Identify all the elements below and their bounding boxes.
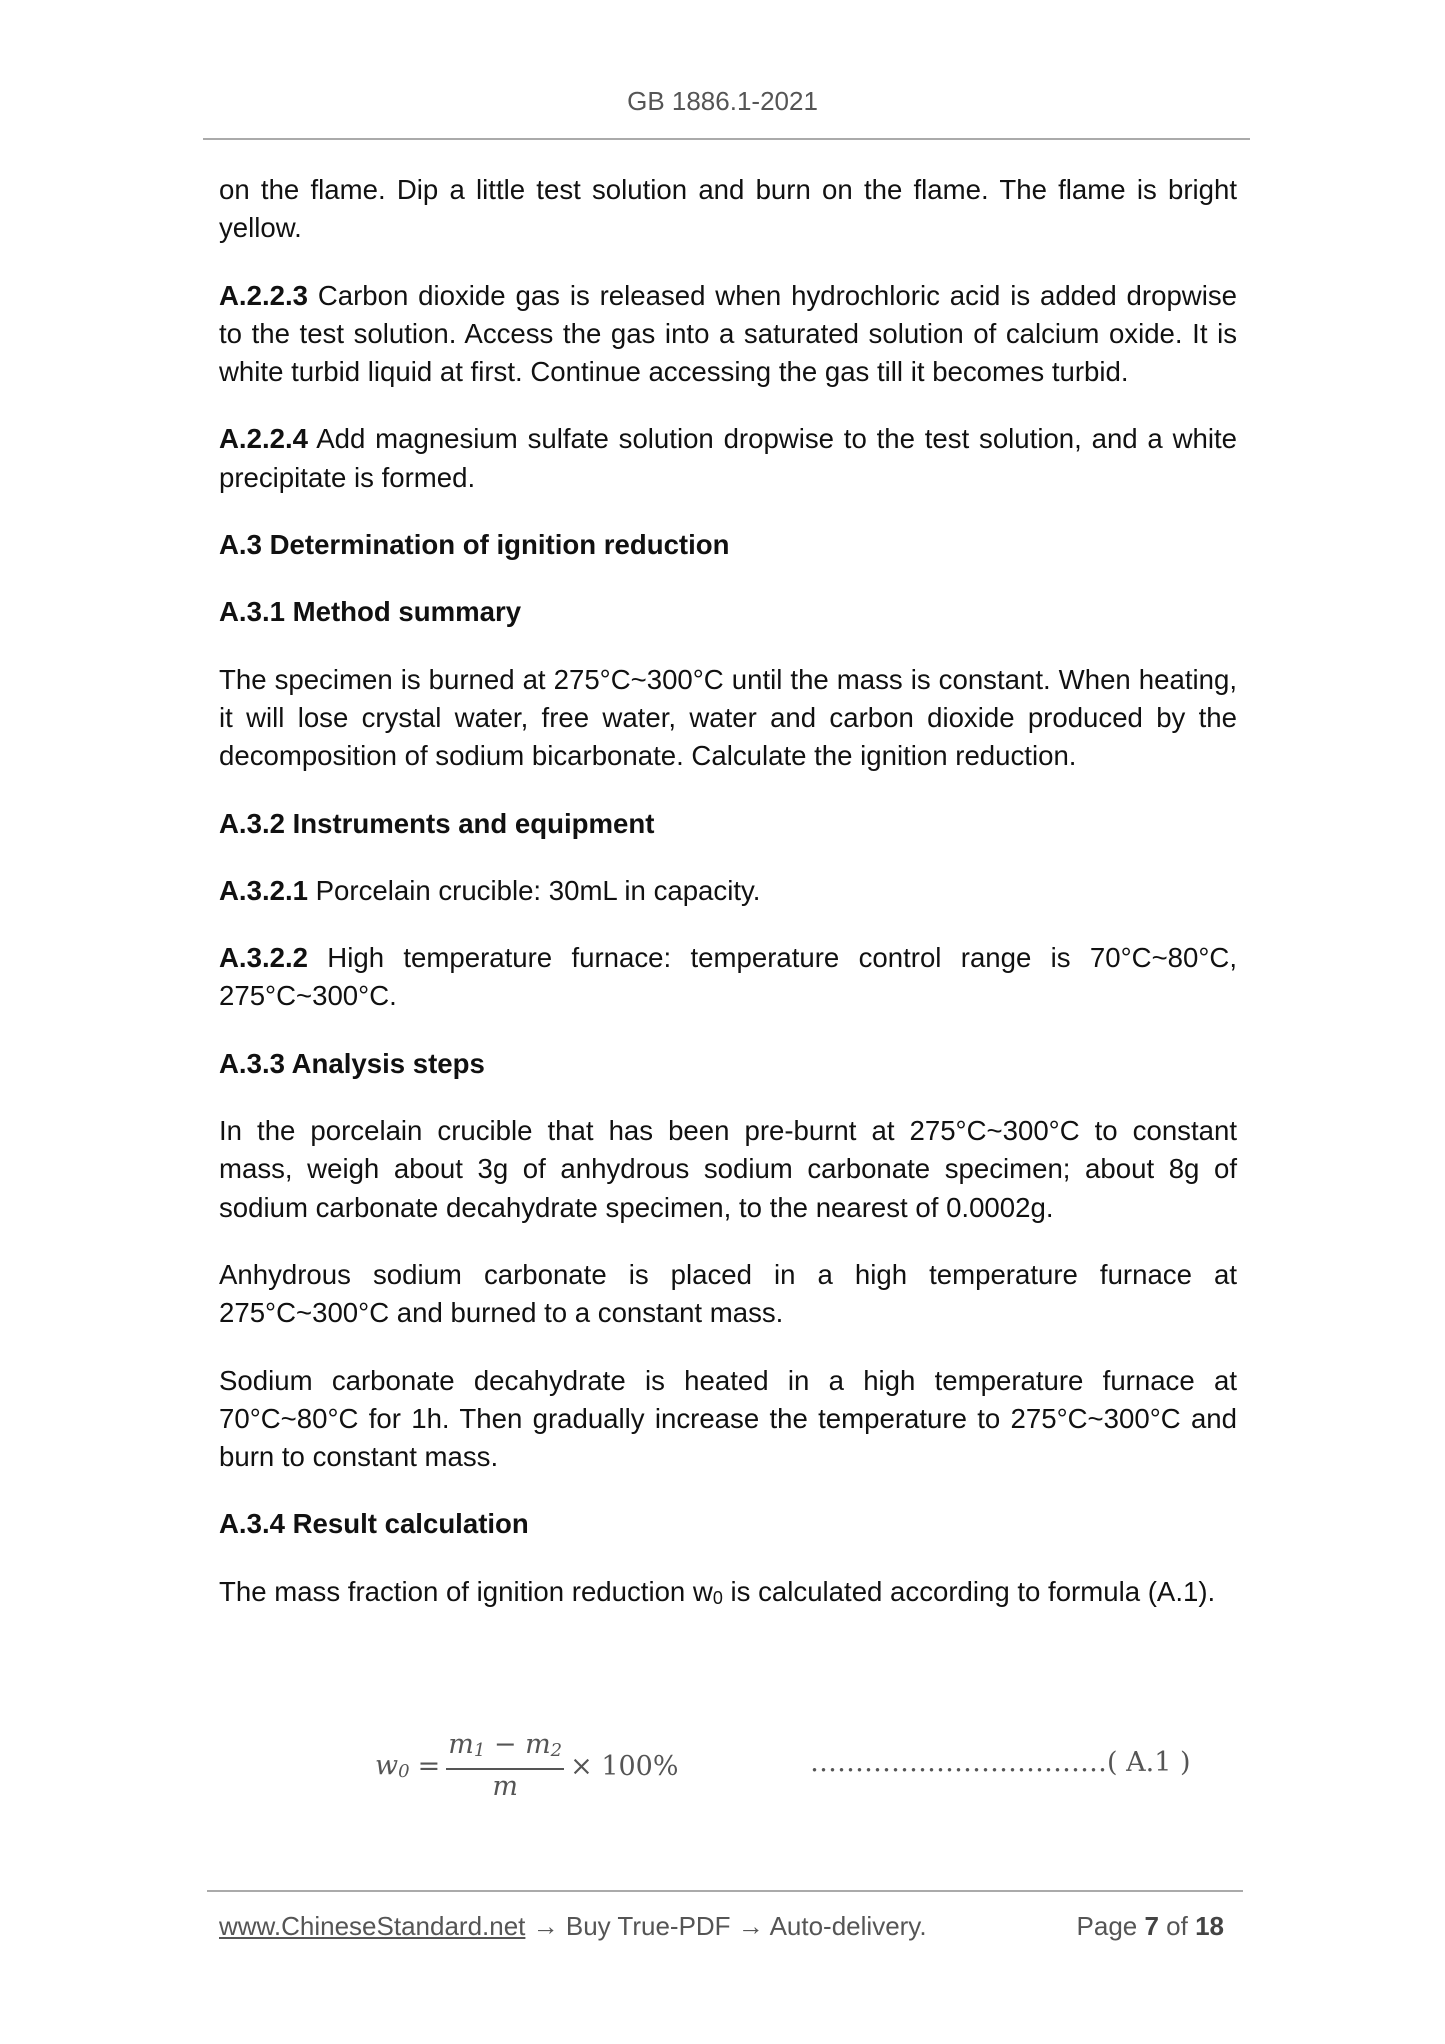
paragraph xyxy=(219,1256,1237,1333)
text: on the flame. Dip a little test solution and burn on the flame. The flame is bright yellow. xyxy=(219,174,1237,244)
paragraph xyxy=(219,939,1237,1016)
promo-text: → Buy True-PDF → Auto-delivery. xyxy=(525,1911,927,1941)
equals-sign: = xyxy=(417,1750,441,1782)
denominator: m xyxy=(492,1771,518,1802)
text: The mass fraction of ignition reduction w xyxy=(219,1575,713,1607)
section-heading xyxy=(219,593,1237,631)
text: A.3.4 Result calculation xyxy=(219,1508,529,1540)
footer-divider xyxy=(207,1890,1243,1892)
document-header: GB 1886.1-2021 xyxy=(627,86,818,116)
clause-number: A.3.2.2 xyxy=(219,942,308,974)
content-blocks xyxy=(219,171,1237,1544)
footer-promo xyxy=(219,1911,927,1942)
paragraph xyxy=(219,420,1237,497)
numerator: $m_1 - m_2$ xyxy=(446,1728,564,1770)
paragraph xyxy=(219,661,1237,776)
document-body xyxy=(219,171,1237,1646)
paragraph xyxy=(219,277,1237,392)
subscript: 0 xyxy=(712,1587,723,1608)
section-heading xyxy=(219,1045,1237,1083)
header-divider xyxy=(203,138,1250,140)
section-heading xyxy=(219,805,1237,843)
equation-label: ( A.1 ) xyxy=(1107,1747,1191,1778)
clause-number: A.2.2.3 xyxy=(219,279,308,311)
paragraph xyxy=(219,1112,1237,1227)
times-100-percent: × 100% xyxy=(570,1750,679,1782)
text: Anhydrous sodium carbonate is placed in a high temperature furnace at 275°C~300°C and burned to a constant mass. xyxy=(219,1258,1237,1329)
clause-number: A.3.2.1 xyxy=(219,874,308,906)
text: High temperature furnace: temperature control range is 70°C~80°C, 275°C~300°C. xyxy=(219,942,1237,1012)
paragraph-formula-intro xyxy=(219,1573,1237,1617)
page-footer xyxy=(219,1911,1224,1942)
text: Porcelain crucible: 30mL in capacity. xyxy=(307,874,761,906)
text: Add magnesium sulfate solution dropwise to the test solution, and a white precipitate is formed. xyxy=(219,423,1237,493)
page-number: Page 7 of 18 xyxy=(1076,1911,1224,1941)
text: The specimen is burned at 275°C~300°C until the mass is constant. When heating, it will lose crystal water, free water, water and carbon dioxide produced by the decomposition of sodium bicarbonate. Calculate the ignition reduction. xyxy=(219,663,1237,772)
text: A.3 Determination of ignition reduction xyxy=(219,529,730,561)
text: In the porcelain crucible that has been pre-burnt at 275°C~300°C to constant mass, weigh about 3g of anhydrous sodium carbonate specimen; about 8g of sodium carbonate decahydrate specimen, to the nearest of 0.0002g. xyxy=(219,1115,1237,1223)
paragraph xyxy=(219,872,1237,910)
text: A.3.2 Instruments and equipment xyxy=(219,807,655,839)
text: A.3.1 Method summary xyxy=(219,596,522,628)
text: is calculated according to formula (A.1). xyxy=(722,1575,1216,1607)
website-link[interactable]: www.ChineseStandard.net xyxy=(219,1911,526,1941)
formula-lhs: $w_0$ xyxy=(375,1750,410,1782)
section-heading xyxy=(219,1505,1237,1543)
dot-leader: …………………………… xyxy=(810,1747,1107,1778)
equation-number xyxy=(810,1747,1191,1778)
text: Carbon dioxide gas is released when hydrochloric acid is added dropwise to the test solution. Access the gas into a saturated solution of calcium oxide. It is white turbid liquid at first. Continue accessing the gas till it becomes turbid. xyxy=(219,279,1237,388)
section-heading xyxy=(219,526,1237,564)
text: A.3.3 Analysis steps xyxy=(219,1047,485,1079)
text: Sodium carbonate decahydrate is heated in a high temperature furnace at 70°C~80°C for 1h. Then gradually increase the temperature to 275°C~300°C and burn to constant mass. xyxy=(219,1364,1237,1473)
paragraph xyxy=(219,171,1237,248)
fraction xyxy=(446,1728,564,1804)
formula-a1 xyxy=(375,1728,679,1804)
clause-number: A.2.2.4 xyxy=(219,423,308,455)
paragraph xyxy=(219,1362,1237,1477)
